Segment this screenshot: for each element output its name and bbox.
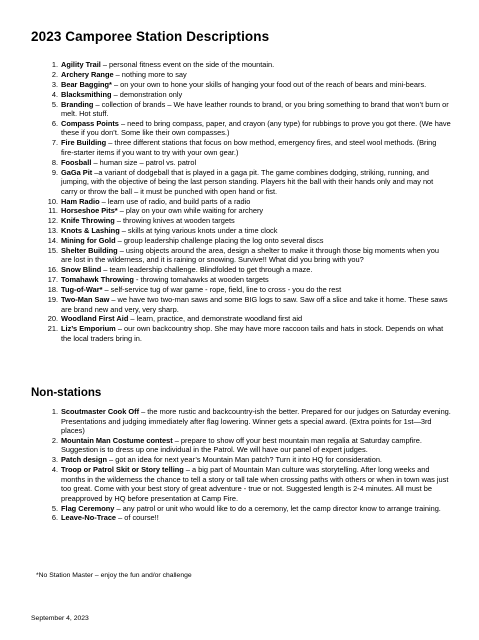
station-item bbox=[31, 119, 451, 138]
item-number: 3. bbox=[51, 79, 58, 89]
item-name: Mining for Gold bbox=[61, 236, 116, 246]
item-number: 2. bbox=[51, 435, 58, 445]
station-item bbox=[31, 100, 451, 119]
item-description: – human size – patrol vs. patrol bbox=[91, 157, 197, 167]
station-item bbox=[31, 285, 451, 295]
item-name: Horseshoe Pits* bbox=[61, 206, 118, 216]
item-description: – we have two two-man saws and some BIG logs to saw. Saw off a slice and take it home. These saws are brand new and very, very sharp. bbox=[61, 295, 448, 314]
item-name: Mountain Man Costume contest bbox=[61, 435, 173, 445]
item-number: 15. bbox=[47, 245, 58, 255]
item-name: Leave-No-Trace bbox=[61, 513, 117, 523]
item-description: – our own backcountry shop. She may have more raccoon tails and hats in stock. Depends on what the local traders bring in. bbox=[61, 324, 444, 343]
item-number: 14. bbox=[47, 236, 58, 246]
item-description: – any patrol or unit who would like to do a ceremony, let the camp director know to arrange training. bbox=[114, 503, 441, 513]
item-description: – nothing more to say bbox=[113, 69, 187, 79]
station-item bbox=[31, 138, 451, 157]
item-name: Ham Radio bbox=[61, 196, 100, 206]
item-number: 2. bbox=[51, 69, 58, 79]
item-number: 5. bbox=[51, 99, 58, 109]
item-number: 7. bbox=[51, 138, 58, 148]
item-description: – play on your own while waiting for archery bbox=[117, 206, 264, 216]
station-item bbox=[31, 246, 451, 265]
item-name: Branding bbox=[61, 99, 94, 109]
item-description: – on your own to hone your skills of hanging your food out of the reach of bears and mini-bears. bbox=[111, 79, 427, 89]
item-name: Archery Range bbox=[61, 69, 114, 79]
station-item bbox=[31, 314, 451, 324]
item-number: 1. bbox=[51, 407, 58, 416]
item-name: Liz’s Emporium bbox=[61, 324, 116, 334]
item-description: – personal fitness event on the side of the mountain. bbox=[100, 60, 275, 69]
page-title: 2023 Camporee Station Descriptions bbox=[31, 29, 270, 44]
item-name: Woodland First Aid bbox=[61, 314, 129, 324]
item-description: – throwing knives at wooden targets bbox=[114, 216, 235, 226]
item-number: 10. bbox=[47, 196, 58, 206]
item-description: – of course!! bbox=[116, 513, 159, 523]
item-number: 17. bbox=[47, 275, 58, 285]
item-name: Fire Building bbox=[61, 138, 107, 148]
item-name: Flag Ceremony bbox=[61, 503, 115, 513]
item-description: – learn, practice, and demonstrate woodland first aid bbox=[128, 314, 303, 324]
non-station-item bbox=[31, 455, 451, 465]
station-item bbox=[31, 236, 451, 246]
non-station-item bbox=[31, 407, 451, 436]
non-stations-list bbox=[31, 407, 451, 523]
item-name: Tug-of-War* bbox=[61, 285, 103, 295]
item-number: 5. bbox=[51, 503, 58, 513]
item-number: 13. bbox=[47, 226, 58, 236]
item-number: 8. bbox=[51, 157, 58, 167]
station-item bbox=[31, 265, 451, 275]
non-station-item bbox=[31, 504, 451, 514]
item-number: 4. bbox=[51, 89, 58, 99]
item-number: 19. bbox=[47, 295, 58, 305]
item-number: 6. bbox=[51, 513, 58, 523]
station-item bbox=[31, 197, 451, 207]
station-item bbox=[31, 275, 451, 285]
item-name: Troop or Patrol Skit or Story telling bbox=[61, 465, 184, 475]
station-item bbox=[31, 158, 451, 168]
item-description: – group leadership challenge placing the log onto several discs bbox=[115, 236, 324, 246]
item-name: Shelter Building bbox=[61, 245, 118, 255]
item-number: 18. bbox=[47, 285, 58, 295]
item-name: Knife Throwing bbox=[61, 216, 115, 226]
footnote: *No Station Master – enjoy the fun and/or challenge bbox=[36, 572, 192, 579]
item-name: GaGa Pit bbox=[61, 167, 93, 177]
station-item bbox=[31, 60, 451, 70]
item-description: – a big part of Mountain Man culture was storytelling. After long weeks and months in the wilderness the chance to tell a story or tall tale when crossing paths with others or when in town was just too great. Come with your best story of great adventure - true or not. Suggested length is 2-4 minutes. All must be preapproved by HQ before presentation at Camp Fire. bbox=[61, 465, 449, 503]
station-item bbox=[31, 226, 451, 236]
non-station-item bbox=[31, 436, 451, 455]
stations-list bbox=[31, 60, 451, 344]
item-name: Knots & Lashing bbox=[61, 226, 120, 236]
item-name: Tomahawk Throwing bbox=[61, 275, 134, 285]
station-item bbox=[31, 90, 451, 100]
station-item bbox=[31, 168, 451, 197]
item-name: Foosball bbox=[61, 157, 92, 167]
item-description: – need to bring compass, paper, and crayon (any type) for rubbings to prove you got there. (We have these if you don’t. Some like their own compasses.) bbox=[61, 118, 451, 138]
item-name: Snow Blind bbox=[61, 265, 102, 275]
item-description: – got an idea for next year’s Mountain Man patch? Turn it into HQ for consideration. bbox=[107, 455, 382, 465]
item-description: – self-service tug of war game - rope, field, line to cross - you do the rest bbox=[102, 285, 342, 295]
item-description: - throwing tomahawks at wooden targets bbox=[133, 275, 269, 285]
item-number: 12. bbox=[47, 216, 58, 226]
item-number: 11. bbox=[48, 206, 58, 216]
non-station-item bbox=[31, 513, 451, 523]
station-item bbox=[31, 295, 451, 314]
item-description: –a variant of dodgeball that is played in a gaga pit. The game combines dodging, striking, running, and jumping, with the objective of being the last person standing. Players hit the ball with their hands only and may not carry or throw the ball – it must be punched with open hand or fist. bbox=[61, 167, 434, 196]
item-number: 6. bbox=[51, 118, 58, 128]
station-item bbox=[31, 324, 451, 343]
item-description: – prepare to show off your best mountain man regalia at Saturday campfire. Suggestion is to dress up one individual in the Patrol. We will have our panel of expert judges. bbox=[61, 435, 422, 455]
item-number: 9. bbox=[51, 167, 58, 177]
item-name: Blacksmithing bbox=[61, 89, 112, 99]
non-stations-heading: Non-stations bbox=[31, 387, 102, 399]
item-name: Agility Trail bbox=[61, 60, 101, 69]
item-name: Compass Points bbox=[61, 118, 119, 128]
item-number: 21. bbox=[47, 324, 58, 334]
item-description: – using objects around the area, design a shelter to make it through those big moments when you are lost in the wilderness, and it is raining or snowing. Survive!! What did you bring with you? bbox=[61, 245, 439, 265]
item-number: 20. bbox=[47, 314, 58, 324]
item-description: – team leadership challenge. Blindfolded to get through a maze. bbox=[101, 265, 313, 275]
item-name: Scoutmaster Cook Off bbox=[61, 407, 140, 416]
item-description: – demonstration only bbox=[111, 89, 183, 99]
document-date: September 4, 2023 bbox=[31, 615, 89, 622]
station-item bbox=[31, 70, 451, 80]
item-name: Two-Man Saw bbox=[61, 295, 110, 305]
item-name: Bear Bagging* bbox=[61, 79, 112, 89]
item-name: Patch design bbox=[61, 455, 107, 465]
station-item bbox=[31, 216, 451, 226]
item-description: – learn use of radio, and build parts of a radio bbox=[99, 196, 251, 206]
item-number: 4. bbox=[51, 465, 58, 475]
non-station-item bbox=[31, 465, 451, 503]
item-number: 1. bbox=[51, 60, 58, 69]
item-description: – the more rustic and backcountry-ish the better. Prepared for our judges on Saturday evening. Presentations and judging immediately after flag lowering. Winner gets a special award. (Extra points for 1st—3rd places) bbox=[61, 407, 451, 435]
station-item bbox=[31, 206, 451, 216]
item-description: – three different stations that focus on bow method, emergency fires, and steel wool methods. (Bring fire-starter items if you want to try with your own gear.) bbox=[61, 138, 437, 157]
item-number: 16. bbox=[47, 265, 58, 275]
item-description: – collection of brands – We have leather rounds to brand, or you bring something to brand that won’t burn or melt. Hot stuff. bbox=[61, 99, 449, 119]
station-item bbox=[31, 80, 451, 90]
item-description: – skills at tying various knots under a time clock bbox=[119, 226, 278, 236]
item-number: 3. bbox=[51, 455, 58, 465]
